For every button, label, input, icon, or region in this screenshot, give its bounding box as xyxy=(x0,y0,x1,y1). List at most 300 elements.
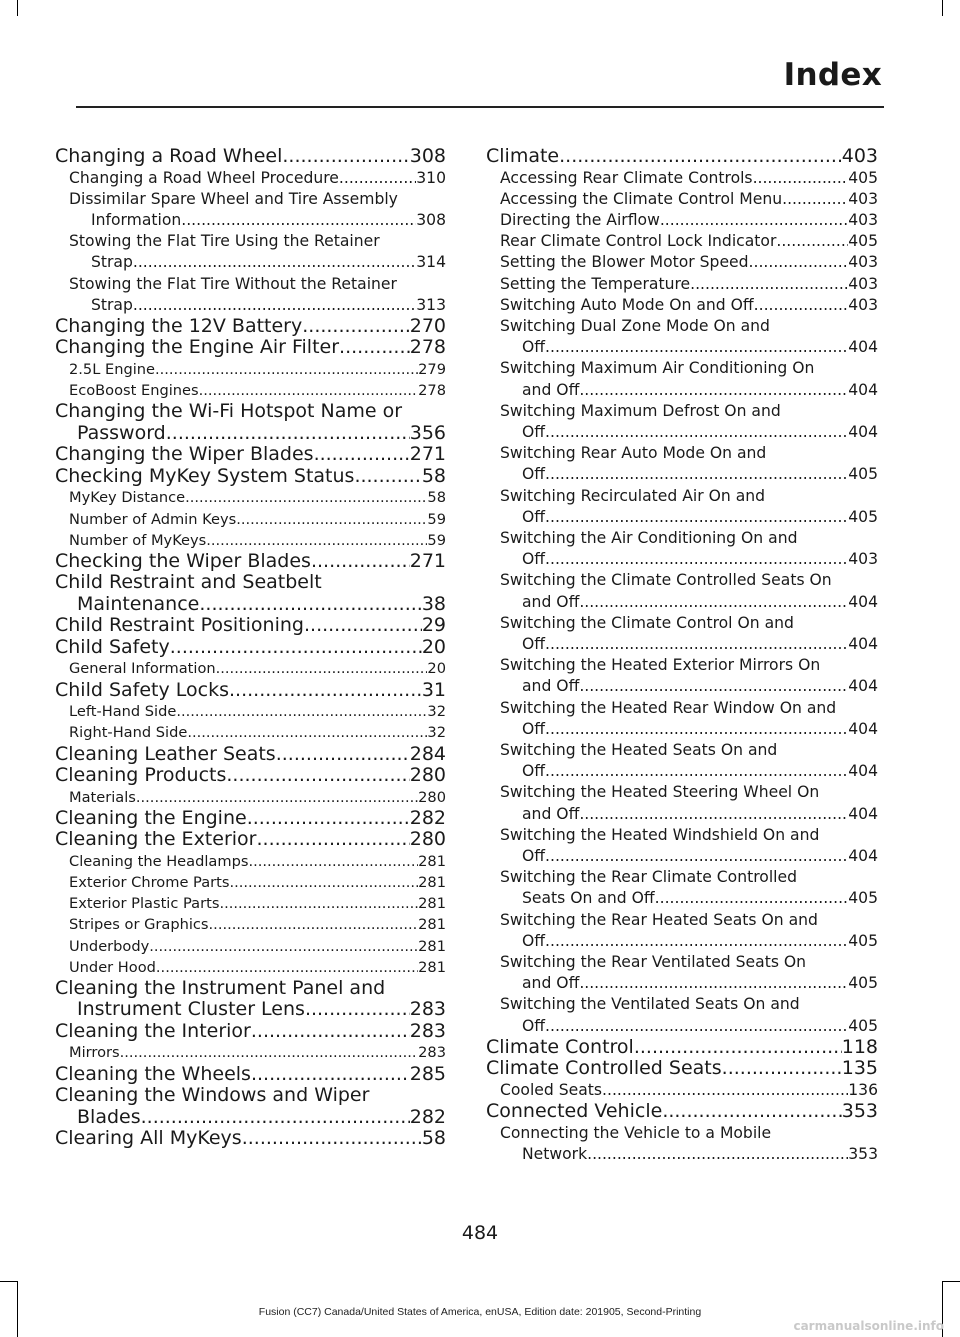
index-entry-page[interactable]: 404 xyxy=(848,762,878,781)
index-entry[interactable] xyxy=(55,615,446,637)
index-subentry[interactable] xyxy=(55,701,446,722)
index-entry-label: Changing the Wiper Blades xyxy=(55,443,314,466)
index-subentry[interactable] xyxy=(55,893,446,914)
index-entry-label: Off xyxy=(522,634,546,653)
index-entry-label: Off xyxy=(522,762,546,781)
dot-leader xyxy=(206,530,427,551)
index-entry[interactable] xyxy=(55,829,446,851)
index-entry-page[interactable]: 280 xyxy=(409,828,446,851)
index-entry-page[interactable]: 405 xyxy=(848,1016,878,1035)
index-entry[interactable] xyxy=(55,808,446,830)
index-subentry[interactable] xyxy=(55,1042,446,1063)
dot-leader xyxy=(305,999,410,1021)
index-entry-label: Directing the Airflow xyxy=(500,210,660,229)
dot-leader xyxy=(339,168,416,189)
index-entry-page[interactable]: 403 xyxy=(848,274,878,293)
index-entry-label: Stowing the Flat Tire Using the Retainer xyxy=(69,232,380,251)
index-entry-page[interactable]: 313 xyxy=(416,295,446,314)
index-entry-label: Switching Maximum Defrost On and xyxy=(500,401,781,420)
index-entry-page[interactable]: 405 xyxy=(848,974,878,993)
index-entry[interactable] xyxy=(55,1085,446,1128)
index-entry[interactable] xyxy=(55,466,446,488)
dot-leader xyxy=(187,722,427,743)
dot-leader xyxy=(545,337,848,358)
dot-leader xyxy=(251,1021,410,1043)
dot-leader xyxy=(176,701,427,722)
index-entry-page[interactable]: 283 xyxy=(418,1044,446,1062)
index-subentry[interactable] xyxy=(55,274,446,316)
index-entry-label: Stowing the Flat Tire Without the Retainer xyxy=(69,274,397,293)
index-entry-label: Left-Hand Side xyxy=(69,703,177,721)
index-entry-page[interactable]: 405 xyxy=(848,889,878,908)
dot-leader xyxy=(311,551,410,573)
index-entry-page[interactable]: 308 xyxy=(409,145,446,167)
index-entry-label: Exterior Plastic Parts xyxy=(69,895,220,913)
dot-leader xyxy=(170,637,422,659)
index-entry-label: and Off xyxy=(522,804,580,823)
index-entry-page[interactable]: 404 xyxy=(848,677,878,696)
dot-leader xyxy=(155,359,418,380)
dot-leader xyxy=(199,380,419,401)
index-entry-label: Changing a Road Wheel Procedure xyxy=(69,168,339,187)
index-entry-page[interactable]: 59 xyxy=(427,510,446,528)
dot-leader xyxy=(559,146,842,168)
index-entry-page[interactable]: 281 xyxy=(418,852,446,870)
dot-leader xyxy=(545,719,848,740)
index-subentry[interactable] xyxy=(486,1123,878,1165)
index-entry[interactable] xyxy=(55,1021,446,1043)
index-entry-page[interactable]: 281 xyxy=(418,916,446,934)
index-entry-page[interactable]: 281 xyxy=(418,958,446,976)
index-entry-label: Switching the Heated Windshield On and xyxy=(500,825,820,844)
dot-leader xyxy=(251,1064,410,1086)
index-subentry[interactable] xyxy=(55,722,446,743)
index-entry-label: Switching the Heated Steering Wheel On xyxy=(500,783,820,802)
index-entry-page[interactable]: 356 xyxy=(409,421,446,444)
index-entry-label: Switching the Rear Climate Controlled xyxy=(500,868,797,887)
index-entry-label: Network xyxy=(522,1144,588,1163)
index-entry[interactable] xyxy=(55,680,446,702)
index-entry-page[interactable]: 279 xyxy=(418,360,446,378)
index-entry[interactable] xyxy=(55,316,446,338)
index-entry-label: Setting the Temperature xyxy=(500,274,691,293)
index-entry-page[interactable]: 278 xyxy=(418,382,446,400)
index-entry-label: Child Restraint and Seatbelt xyxy=(55,571,322,594)
index-entry-page[interactable]: 283 xyxy=(409,1019,446,1042)
watermark: carmanualsonline.info xyxy=(793,1319,944,1333)
index-entry-label: Checking MyKey System Status xyxy=(55,464,355,487)
dot-leader xyxy=(545,634,848,655)
index-entry-label: Switching Auto Mode On and Off xyxy=(500,295,754,314)
index-entry-page[interactable]: 29 xyxy=(421,614,446,637)
index-entry-label: Strap xyxy=(91,253,133,272)
index-subentry[interactable] xyxy=(55,936,446,957)
dot-leader xyxy=(545,464,848,485)
page-title: Index xyxy=(783,57,882,93)
dot-leader xyxy=(587,1144,848,1165)
index-entry-page[interactable]: 404 xyxy=(848,592,878,611)
index-entry[interactable] xyxy=(55,765,446,787)
index-entry-page[interactable]: 58 xyxy=(427,489,446,507)
index-entry-label: Switching the Ventilated Seats On and xyxy=(500,995,800,1014)
index-entry[interactable] xyxy=(55,1128,446,1150)
index-entry-label: Switching the Heated Exterior Mirrors On xyxy=(500,656,821,675)
index-entry-page[interactable]: 405 xyxy=(848,507,878,526)
index-entry-label: Cooled Seats xyxy=(500,1080,603,1099)
index-entry-label: Switching the Heated Rear Window On and xyxy=(500,698,837,717)
index-entry-page[interactable]: 403 xyxy=(848,189,878,208)
dot-leader xyxy=(302,316,410,338)
index-entry-label: Climate xyxy=(486,145,560,167)
index-entry-label: Right-Hand Side xyxy=(69,724,188,742)
dot-leader xyxy=(209,914,419,935)
dot-leader xyxy=(236,509,427,530)
dot-leader xyxy=(314,444,410,466)
index-entry-label: Password xyxy=(77,421,166,444)
index-entry-label: General Information xyxy=(69,660,216,678)
index-entry-page[interactable]: 136 xyxy=(848,1080,878,1099)
index-entry-label: Off xyxy=(522,847,546,865)
index-entry-page[interactable]: 353 xyxy=(841,1100,878,1123)
index-entry-page[interactable]: 32 xyxy=(427,724,446,742)
dot-leader xyxy=(545,507,848,528)
dot-leader xyxy=(282,146,409,168)
dot-leader xyxy=(216,658,428,679)
index-subentry[interactable] xyxy=(55,872,446,893)
index-entry-page[interactable]: 283 xyxy=(409,998,446,1021)
index-entry-page[interactable]: 405 xyxy=(848,232,878,251)
index-entry[interactable] xyxy=(55,637,446,659)
index-entry-page[interactable]: 31 xyxy=(421,678,446,701)
index-entry-label: Seats On and Off xyxy=(522,889,655,908)
index-entry-label: Off xyxy=(522,719,546,738)
dot-leader xyxy=(248,851,418,872)
index-subentry[interactable] xyxy=(486,740,878,782)
dot-leader xyxy=(545,931,848,952)
dot-leader xyxy=(242,1128,422,1150)
index-entry-page[interactable]: 405 xyxy=(848,465,878,484)
dot-leader xyxy=(185,487,427,508)
index-entry-label: Checking the Wiper Blades xyxy=(55,549,311,572)
index-entry-page[interactable]: 404 xyxy=(848,634,878,653)
dot-leader xyxy=(753,168,849,189)
dot-leader xyxy=(199,594,421,616)
index-entry-page[interactable]: 308 xyxy=(416,210,446,229)
index-entry-label: Changing a Road Wheel xyxy=(55,145,283,167)
index-subentry[interactable] xyxy=(486,825,878,867)
index-entry-label: Information xyxy=(91,210,182,229)
index-entry[interactable] xyxy=(55,744,446,766)
index-entry-label: 2.5L Engine xyxy=(69,360,155,378)
dot-leader xyxy=(722,1058,842,1080)
index-entry-page[interactable]: 284 xyxy=(409,742,446,765)
index-subentry[interactable] xyxy=(55,658,446,679)
index-entry-page[interactable]: 281 xyxy=(418,937,446,955)
index-entry-page[interactable]: 20 xyxy=(427,660,446,678)
index-entry-page[interactable]: 405 xyxy=(848,168,878,187)
index-subentry[interactable] xyxy=(55,914,446,935)
dot-leader xyxy=(219,893,418,914)
index-entry-label: Climate Control xyxy=(486,1035,634,1058)
index-subentry[interactable] xyxy=(55,530,446,551)
dot-leader xyxy=(579,380,848,401)
index-entry[interactable] xyxy=(55,337,446,359)
index-entry-label: Switching Maximum Air Conditioning On xyxy=(500,359,815,378)
index-entry[interactable] xyxy=(486,1101,878,1123)
index-subentry[interactable] xyxy=(55,509,446,530)
crop-mark-bottom-left-h xyxy=(0,1281,17,1282)
dot-leader xyxy=(579,804,848,825)
index-entry[interactable] xyxy=(486,146,878,168)
index-entry-label: Cleaning the Windows and Wiper xyxy=(55,1084,370,1107)
index-entry-page[interactable]: 405 xyxy=(848,931,878,950)
dot-leader xyxy=(579,592,848,613)
dot-leader xyxy=(256,829,409,851)
index-entry-page[interactable]: 32 xyxy=(427,703,446,721)
index-entry-page[interactable]: 285 xyxy=(409,1062,446,1085)
index-entry-label: and Off xyxy=(522,974,580,993)
index-entry-page[interactable]: 281 xyxy=(418,873,446,891)
index-entry-page[interactable]: 403 xyxy=(841,145,878,167)
dot-leader xyxy=(276,744,410,766)
index-entry-page[interactable]: 278 xyxy=(409,336,446,359)
index-entry-label: Switching the Heated Seats On and xyxy=(500,740,778,759)
dot-leader xyxy=(545,1016,848,1037)
index-entry-label: Cleaning the Engine xyxy=(55,806,247,829)
index-entry[interactable] xyxy=(55,978,446,1021)
index-entry-label: Accessing the Climate Control Menu xyxy=(500,189,783,208)
index-entry-label: Cleaning Leather Seats xyxy=(55,742,276,765)
index-entry[interactable] xyxy=(55,551,446,573)
index-subentry[interactable] xyxy=(486,189,878,210)
index-subentry[interactable] xyxy=(486,867,878,909)
crop-mark-bottom-right-h xyxy=(943,1281,960,1282)
index-entry-label: Switching Recirculated Air On and xyxy=(500,486,766,505)
index-entry-label: Dissimilar Spare Wheel and Tire Assembly xyxy=(69,189,398,208)
index-entry-label: Rear Climate Control Lock Indicator xyxy=(500,232,777,251)
index-entry-label: and Off xyxy=(522,677,580,696)
index-entry-label: Cleaning the Wheels xyxy=(55,1062,251,1085)
index-subentry[interactable] xyxy=(486,358,878,400)
index-entry[interactable] xyxy=(55,146,446,168)
index-subentry[interactable] xyxy=(55,487,446,508)
index-subentry[interactable] xyxy=(55,168,446,189)
dot-leader xyxy=(226,765,409,787)
dot-leader xyxy=(602,1080,848,1101)
index-entry-page[interactable]: 20 xyxy=(421,635,446,658)
index-subentry[interactable] xyxy=(486,655,878,697)
index-entry-page[interactable]: 280 xyxy=(409,764,446,787)
index-subentry[interactable] xyxy=(486,295,878,316)
index-entry-page[interactable]: 58 xyxy=(421,1127,446,1150)
index-subentry[interactable] xyxy=(486,570,878,612)
index-entry-label: Instrument Cluster Lens xyxy=(77,998,305,1021)
crop-mark-top-left xyxy=(17,0,18,16)
index-entry-label: MyKey Distance xyxy=(69,489,186,507)
dot-leader xyxy=(166,423,410,445)
dot-leader xyxy=(579,676,848,697)
index-subentry[interactable] xyxy=(55,231,446,273)
index-subentry[interactable] xyxy=(55,359,446,380)
index-entry[interactable] xyxy=(55,401,446,444)
dot-leader xyxy=(545,846,848,867)
index-entry-page[interactable]: 271 xyxy=(409,549,446,572)
index-entry-label: Exterior Chrome Parts xyxy=(69,873,230,891)
index-entry-page[interactable]: 404 xyxy=(848,338,878,357)
index-entry-page[interactable]: 118 xyxy=(841,1035,878,1058)
index-subentry[interactable] xyxy=(486,443,878,485)
index-entry-label: Off xyxy=(522,550,546,569)
index-entry-page[interactable]: 282 xyxy=(409,1105,446,1128)
index-entry-label: Underbody xyxy=(69,937,150,955)
index-subentry[interactable] xyxy=(486,698,878,740)
index-entry-page[interactable]: 59 xyxy=(427,531,446,549)
index-entry-label: Changing the Engine Air Filter xyxy=(55,336,340,359)
index-entry-label: Clearing All MyKeys xyxy=(55,1127,242,1150)
index-entry-page[interactable]: 135 xyxy=(841,1057,878,1080)
index-subentry[interactable] xyxy=(55,380,446,401)
page-number: 484 xyxy=(461,1222,499,1244)
index-entry-page[interactable]: 403 xyxy=(848,210,878,229)
index-entry-label: Switching the Climate Control On and xyxy=(500,613,794,632)
index-entry-label: Under Hood xyxy=(69,958,156,976)
index-entry-label: Switching Dual Zone Mode On and xyxy=(500,316,770,335)
index-entry-label: Child Safety xyxy=(55,635,170,658)
dot-leader xyxy=(181,210,416,231)
dot-leader xyxy=(141,1107,410,1129)
index-entry-page[interactable]: 58 xyxy=(421,464,446,487)
index-entry-page[interactable]: 271 xyxy=(409,443,446,466)
dot-leader xyxy=(304,615,422,637)
index-subentry[interactable] xyxy=(486,782,878,824)
index-entry-label: Changing the 12V Battery xyxy=(55,314,303,337)
index-entry-page[interactable]: 404 xyxy=(848,422,878,441)
index-subentry[interactable] xyxy=(486,613,878,655)
dot-leader xyxy=(754,295,849,316)
index-entry-label: Blades xyxy=(77,1105,141,1128)
index-entry-label: Changing the Wi-Fi Hotspot Name or xyxy=(55,400,403,423)
dot-leader xyxy=(120,1042,419,1063)
index-entry-label: Cleaning the Instrument Panel and xyxy=(55,976,386,999)
index-entry-label: Off xyxy=(522,1016,546,1035)
index-entry-page[interactable]: 404 xyxy=(848,719,878,738)
dot-leader xyxy=(662,1101,841,1123)
index-entry-label: Cleaning the Interior xyxy=(55,1019,251,1042)
index-subentry[interactable] xyxy=(486,231,878,252)
index-subentry[interactable] xyxy=(486,210,878,231)
index-entry-label: Materials xyxy=(69,788,136,806)
dot-leader xyxy=(776,231,848,252)
index-subentry[interactable] xyxy=(486,952,878,994)
index-subentry[interactable] xyxy=(486,910,878,952)
dot-leader xyxy=(579,973,848,994)
index-entry-label: Climate Controlled Seats xyxy=(486,1057,722,1080)
index-entry-label: Connected Vehicle xyxy=(486,1100,663,1123)
index-entry-label: Off xyxy=(522,507,546,526)
index-entry-label: Off xyxy=(522,931,546,950)
dot-leader xyxy=(247,808,410,830)
index-entry-label: EcoBoost Engines xyxy=(69,382,199,400)
index-entry-page[interactable]: 403 xyxy=(848,253,878,272)
index-entry-page[interactable]: 281 xyxy=(418,895,446,913)
index-subentry[interactable] xyxy=(486,168,878,189)
index-column-left xyxy=(55,146,446,1150)
index-entry[interactable] xyxy=(55,444,446,466)
index-entry-label: Switching the Rear Ventilated Seats On xyxy=(500,953,807,972)
dot-leader xyxy=(545,549,848,570)
dot-leader xyxy=(133,295,416,316)
index-entry[interactable] xyxy=(486,1037,878,1059)
index-entry-page[interactable]: 403 xyxy=(848,295,878,314)
index-subentry[interactable] xyxy=(55,189,446,231)
index-entry-page[interactable]: 404 xyxy=(848,847,878,865)
index-subentry[interactable] xyxy=(486,401,878,443)
index-entry-label: Off xyxy=(522,422,546,441)
index-subentry[interactable] xyxy=(55,851,446,872)
index-entry-label: Strap xyxy=(91,295,133,314)
index-entry-label: Cleaning the Exterior xyxy=(55,828,257,851)
index-subentry[interactable] xyxy=(486,274,878,295)
index-entry[interactable] xyxy=(55,572,446,615)
index-entry-label: Child Restraint Positioning xyxy=(55,614,304,637)
index-entry-page[interactable]: 282 xyxy=(409,806,446,829)
dot-leader xyxy=(156,957,418,978)
index-entry-page[interactable]: 403 xyxy=(848,550,878,569)
index-entry[interactable] xyxy=(486,1058,878,1080)
header-divider xyxy=(76,106,884,108)
dot-leader xyxy=(133,252,416,273)
index-entry-page[interactable]: 404 xyxy=(848,380,878,399)
index-entry-label: Accessing Rear Climate Controls xyxy=(500,168,753,187)
index-entry-label: and Off xyxy=(522,380,580,399)
dot-leader xyxy=(660,210,848,231)
index-entry-page[interactable]: 404 xyxy=(848,804,878,823)
index-subentry[interactable] xyxy=(486,316,878,358)
index-entry-page[interactable]: 353 xyxy=(848,1144,878,1163)
index-entry-label: Cleaning Products xyxy=(55,764,227,787)
index-entry-label: Off xyxy=(522,465,546,484)
index-entry-page[interactable]: 314 xyxy=(416,253,446,272)
index-entry-page[interactable]: 280 xyxy=(418,788,446,806)
index-entry-label: Switching the Climate Controlled Seats On xyxy=(500,571,832,590)
index-subentry[interactable] xyxy=(486,1080,878,1101)
index-entry-page[interactable]: 270 xyxy=(409,314,446,337)
index-entry-page[interactable]: 38 xyxy=(421,592,446,615)
index-entry-label: Off xyxy=(522,338,546,357)
index-entry-label: Maintenance xyxy=(77,592,200,615)
index-subentry[interactable] xyxy=(486,994,878,1036)
dot-leader xyxy=(634,1037,842,1059)
index-column-right xyxy=(486,146,878,1165)
index-entry-label: Mirrors xyxy=(69,1044,120,1062)
index-subentry[interactable] xyxy=(486,528,878,570)
dot-leader xyxy=(354,466,421,488)
dot-leader xyxy=(749,252,849,273)
index-entry-label: and Off xyxy=(522,592,580,611)
index-subentry[interactable] xyxy=(55,787,446,808)
index-entry-label: Switching the Rear Heated Seats On and xyxy=(500,910,818,929)
index-entry-label: Stripes or Graphics xyxy=(69,916,209,934)
index-entry-page[interactable]: 310 xyxy=(416,168,446,187)
dot-leader xyxy=(545,761,848,782)
footer-edition-info: Fusion (CC7) Canada/United States of America, enUSA, Edition date: 201905, Second-Printing xyxy=(258,1306,702,1318)
dot-leader xyxy=(655,888,849,909)
index-entry[interactable] xyxy=(55,1064,446,1086)
index-entry-label: Switching Rear Auto Mode On and xyxy=(500,444,767,463)
index-subentry[interactable] xyxy=(486,486,878,528)
index-subentry[interactable] xyxy=(486,252,878,273)
index-subentry[interactable] xyxy=(55,957,446,978)
